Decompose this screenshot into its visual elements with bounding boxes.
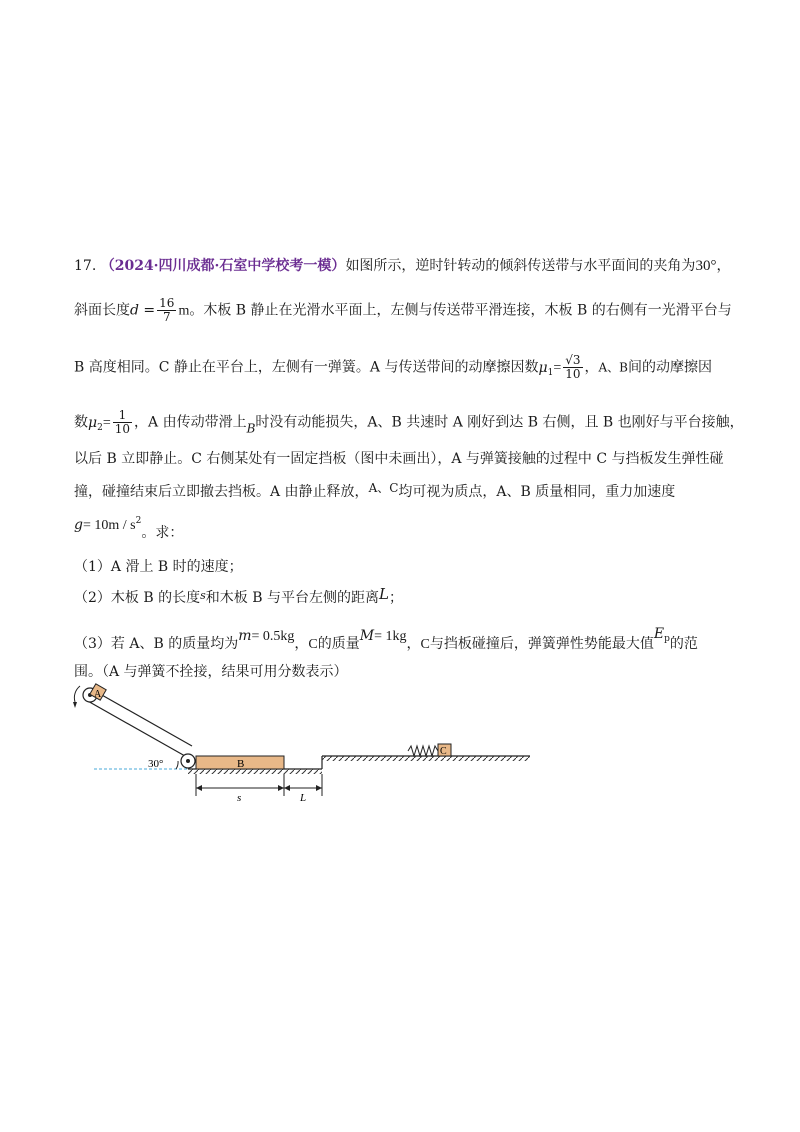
slope-length-label: 斜面长度 (74, 302, 130, 319)
line4-text-b: ，A 由传动带滑上 (134, 414, 247, 431)
d-unit: m (178, 303, 190, 319)
sub-question-2 (74, 584, 734, 608)
label-c: C (440, 746, 447, 757)
question-line-3 (74, 354, 734, 383)
line6-text: 撞，碰撞结束后立即撤去挡板。A 由静止释放， (74, 484, 369, 500)
q3-comma-2: ， (406, 636, 421, 652)
c-label: C (308, 637, 318, 652)
g-exponent: 2 (135, 516, 142, 526)
mu2-letter: μ (88, 414, 98, 431)
question-line-11 (74, 662, 734, 682)
question-line-1 (74, 256, 734, 276)
question-line-2 (74, 297, 734, 324)
sub-question-3 (74, 624, 734, 655)
s-symbol: s (200, 589, 206, 602)
ep-subscript: p (664, 634, 670, 644)
q2-text-a: （2）木板 B 的长度 (74, 590, 201, 606)
mu1-numerator: √3 (565, 353, 581, 367)
mu2-subscript: 2 (97, 422, 103, 433)
intro-end: ， (716, 258, 731, 274)
line6-text-b: 均可视为质点，A、B 质量相同，重力加速度 (398, 484, 676, 500)
intro-text: 如图所示，逆时针转动的倾斜传送带与水平面间的夹角为 (345, 258, 696, 274)
ep-letter: E (653, 626, 665, 642)
mu1-symbol (538, 360, 553, 376)
physics-diagram (60, 680, 540, 810)
ask-text: 。求： (141, 525, 184, 541)
q3-text-c: 的质量 (317, 636, 360, 652)
mass-m-symbol: M (359, 628, 375, 644)
line5-text: 以后 B 立即静止。C 右侧某处有一固定挡板（图中未画出），A 与弹簧接触的过程中 C 与挡板发生弹性碰 (74, 451, 724, 467)
d-denominator: 7 (162, 310, 171, 324)
d-numerator: 16 (159, 296, 175, 310)
line3-end: 间的动摩擦因 (628, 359, 712, 376)
ab-label: A、B (598, 360, 628, 375)
l-symbol: L (378, 585, 389, 603)
line4-text-c: 时没有动能损失，A、B 共速时 A 刚好到达 B 右侧，且 B 也刚好与平台接触， (255, 414, 744, 431)
mu2-equals: = (102, 415, 111, 431)
q2-end: ； (388, 590, 403, 606)
mu1-subscript: 1 (547, 367, 554, 378)
c-label-2: C (420, 637, 430, 652)
d-symbol: d = (130, 302, 156, 319)
g-symbol: g (74, 517, 83, 533)
line3-comma: ， (584, 359, 599, 376)
mu2-fraction (113, 409, 132, 436)
m-value: = 0.5kg (251, 629, 295, 644)
d-fraction (157, 297, 176, 324)
mass-m-value: = 1kg (374, 629, 407, 644)
question-line-6 (74, 478, 734, 502)
mu1-denominator: 10 (565, 367, 581, 381)
line2-text: 。木板 B 静止在光滑水平面上，左侧与传送带平滑连接，木板 B 的右侧有一光滑平台与 (189, 302, 732, 319)
q3-comma: ， (294, 636, 309, 652)
line11-text: 围。（A 与弹簧不拴接，结果可用分数表示） (74, 664, 348, 680)
mu1-letter: μ (538, 359, 548, 376)
ac-label: A、C (368, 481, 399, 495)
angle-arc (176, 761, 178, 769)
angle-value: 30° (695, 258, 717, 274)
q3-text-e: 与挡板碰撞后，弹簧弹性势能最大值 (429, 636, 654, 652)
q1-text: （1）A 滑上 B 时的速度； (74, 559, 243, 575)
mu1-fraction (563, 354, 582, 381)
sub-question-1 (74, 557, 734, 577)
label-l: L (300, 792, 307, 804)
b-label: B (246, 421, 256, 436)
question-line-5 (74, 449, 734, 469)
line4-text: 数 (74, 414, 88, 431)
question-source: （2024·四川成都·石室中学校考一模） (100, 258, 346, 274)
mu2-symbol (88, 415, 103, 431)
angle-label: 30° (148, 758, 164, 770)
q2-text-b: 和木板 B 与平台左侧的距离 (205, 590, 379, 606)
m-symbol: m (238, 628, 252, 644)
rotation-arrow-icon (74, 686, 80, 702)
line3-text: B 高度相同。C 静止在平台上，左侧有一弹簧。A 与传送带间的动摩擦因数 (74, 359, 539, 376)
ground-hatch-left (188, 769, 322, 774)
spring (408, 746, 438, 756)
label-b: B (237, 758, 245, 770)
platform (322, 756, 530, 769)
label-s: s (237, 792, 242, 804)
question-line-7 (74, 511, 734, 543)
question-number: 17. (74, 258, 97, 274)
mu2-numerator: 1 (113, 409, 132, 423)
mu2-denominator: 10 (114, 422, 131, 436)
q3-text-a: （3）若 A、B 的质量均为 (74, 636, 239, 652)
g-value: = 10m / s (82, 518, 136, 533)
mu1-equals: = (553, 360, 562, 376)
question-line-4 (74, 408, 744, 439)
q3-end: 的范 (669, 636, 698, 652)
label-a: A (94, 689, 102, 700)
ep-symbol (654, 626, 670, 642)
